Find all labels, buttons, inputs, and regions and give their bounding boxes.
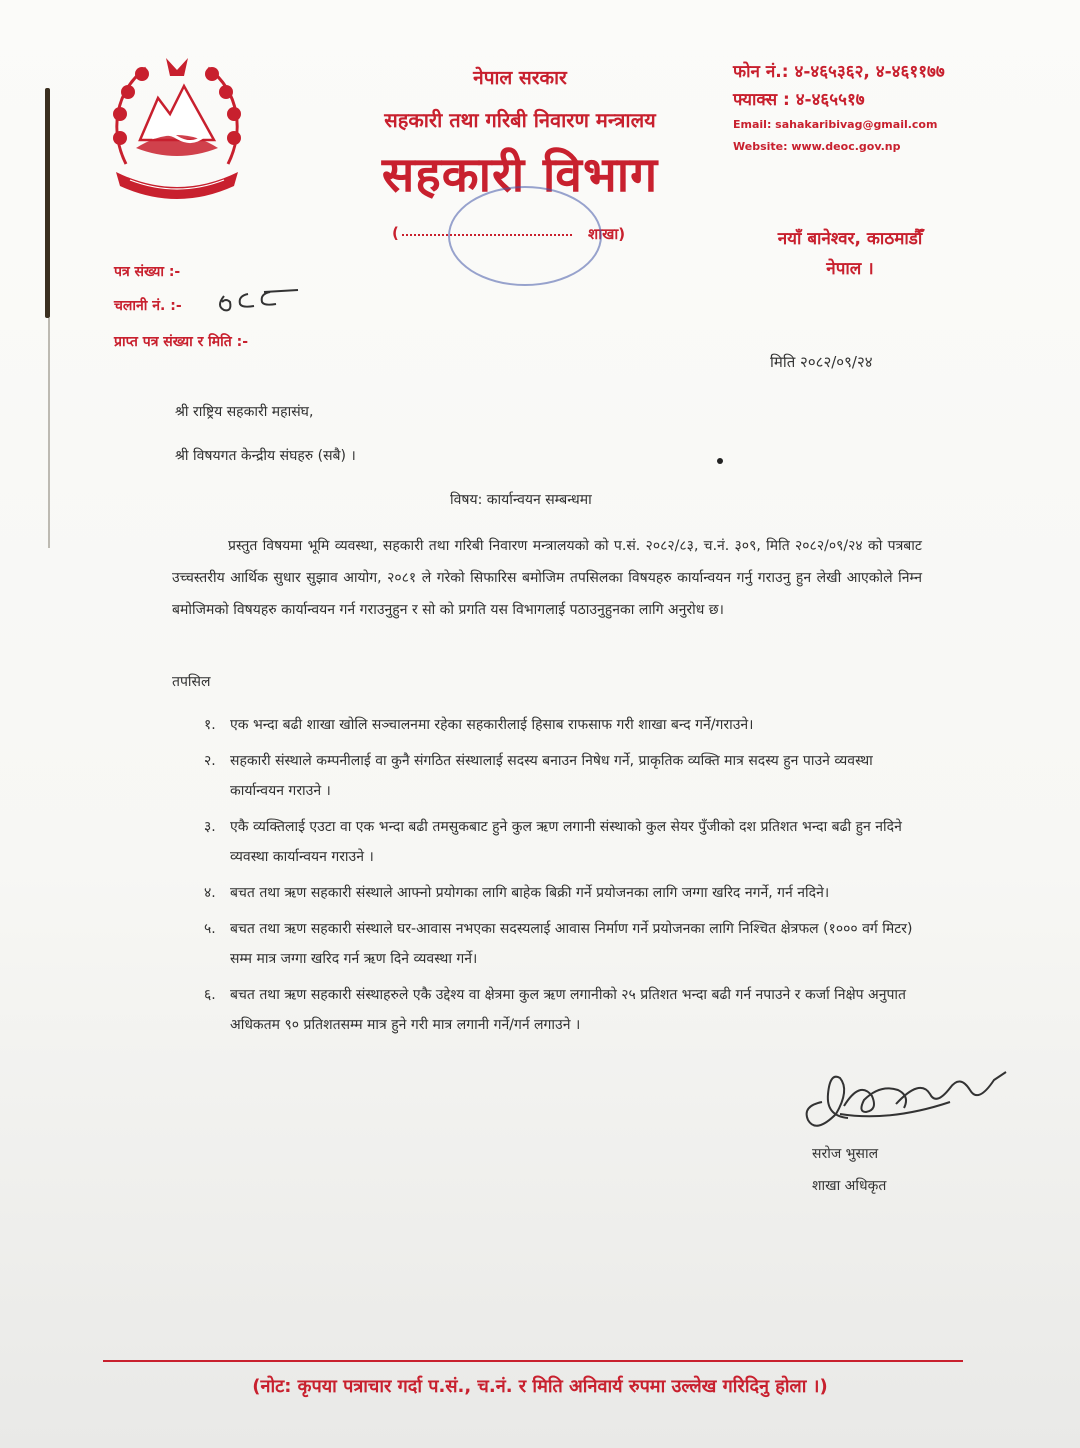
recipient-line-2: श्री विषयगत केन्द्रीय संघहरु (सबै) । — [175, 448, 356, 464]
list-item — [204, 980, 922, 1040]
letterhead — [330, 60, 710, 206]
dispatch-number-label: चलानी नं. :- — [114, 298, 182, 314]
item-number: ३. — [204, 819, 216, 835]
letter-number-label: पत्र संख्या :- — [114, 264, 181, 280]
email-address: Email: sahakaribivag@gmail.com — [733, 118, 938, 131]
website-address: Website: www.deoc.gov.np — [733, 140, 901, 153]
received-ref-label: प्राप्त पत्र संख्या र मिति :- — [114, 334, 249, 350]
binding-mark-faint — [48, 318, 50, 548]
subject-line: विषय: कार्यान्वयन सम्बन्धमा — [450, 492, 592, 508]
nepal-emblem-icon — [106, 52, 248, 202]
address-line2: नेपाल । — [826, 259, 874, 279]
signer-name: सरोज भुसाल — [812, 1146, 879, 1162]
contact-block — [733, 58, 945, 158]
fax-number: फ्याक्स : ४-४६५५१७ — [733, 90, 865, 110]
branch-label: शाखा) — [588, 225, 626, 243]
list-item — [204, 914, 922, 974]
directive-list — [204, 710, 922, 1046]
item-number: ६. — [204, 987, 216, 1003]
list-item — [204, 710, 922, 740]
footer-divider — [103, 1360, 963, 1362]
office-stamp — [448, 186, 602, 286]
list-item — [204, 878, 922, 908]
ministry-name: सहकारी तथा गरिबी निवारण मन्त्रालय — [384, 108, 656, 132]
recipient-line-1: श्री राष्ट्रिय सहकारी महासंघ, — [175, 404, 314, 420]
item-number: १. — [204, 717, 216, 733]
list-item — [204, 746, 922, 806]
government-name: नेपाल सरकार — [473, 67, 567, 89]
handwritten-signature — [800, 1050, 1015, 1140]
handwritten-dispatch-number — [214, 286, 306, 316]
ink-speck — [717, 458, 723, 464]
signer-title: शाखा अधिकृत — [812, 1178, 887, 1194]
footer-note: (नोट: कृपया पत्राचार गर्दा प.सं., च.नं. र मिति अनिवार्य रुपमा उल्लेख गरिदिनु होला ।) — [252, 1376, 828, 1397]
branch-open: ( — [392, 224, 399, 242]
signer-block — [812, 1138, 886, 1202]
item-text: एक भन्दा बढी शाखा खोलि सञ्चालनमा रहेका सहकारीलाई हिसाब राफसाफ गरी शाखा बन्द गर्ने/गराउने। — [230, 717, 754, 733]
letter-date: मिति २०८२/०९/२४ — [770, 353, 873, 371]
department-name: सहकारी विभाग — [381, 147, 659, 203]
phone-number: फोन नं.: ४-४६५३६२, ४-४६११७७ — [733, 62, 945, 82]
item-text: सहकारी संस्थाले कम्पनीलाई वा कुनै संगठित संस्थालाई सदस्य बनाउन निषेध गर्ने, प्राकृतिक व्यक्ति मात्र सदस्य हुन पाउने व्यवस्था कार्यान्वयन गराउने । — [230, 753, 873, 799]
item-text: बचत तथा ऋण सहकारी संस्थाले घर-आवास नभएका सदस्यलाई आवास निर्माण गर्ने प्रयोजनका लागि निश्चित क्षेत्रफल (१००० वर्ग मिटर) सम्म मात्र जग्गा खरिद गर्न ऋण दिने व्यवस्था गर्ने। — [230, 921, 913, 967]
item-number: २. — [204, 753, 216, 769]
body-paragraph: प्रस्तुत विषयमा भूमि व्यवस्था, सहकारी तथा गरिबी निवारण मन्त्रालयको को प.सं. २०८२/८३, च.नं. ३०९, मिति २०८२/०९/२४ को पत्रबाट उच्चस्तरीय आर्थिक सुधार सुझाव आयोग, २०८१ ले गरेको सिफारिस बमोजिम तपसिलका विषयहरु कार्यान्वयन गर्नु गराउनु हुन लेखी आएकोले निम्न बमोजिमको विषयहरु कार्यान्वयन गर्न गराउनुहुन र सो को प्रगति यस विभागलाई पठाउनुहुनका लागि अनुरोध छ। — [172, 538, 922, 618]
tapsil-heading: तपसिल — [172, 674, 211, 690]
list-item — [204, 812, 922, 872]
item-number: ४. — [204, 885, 216, 901]
binding-mark — [45, 88, 50, 318]
address-line1: नयाँ बानेश्वर, काठमाडौँ — [777, 229, 923, 249]
item-number: ५. — [204, 921, 216, 937]
item-text: बचत तथा ऋण सहकारी संस्थाले आफ्नो प्रयोगका लागि बाहेक बिक्री गर्ने प्रयोजनका लागि जग्गा खरिद नगर्ने, गर्न नदिने। — [230, 885, 830, 901]
office-address — [760, 224, 940, 284]
item-text: एकै व्यक्तिलाई एउटा वा एक भन्दा बढी तमसुकबाट हुने कुल ऋण लगानी संस्थाको कुल सेयर पुँजीको दश प्रतिशत भन्दा बढी हुन नदिने व्यवस्था कार्यान्वयन गराउने । — [230, 819, 902, 865]
item-text: बचत तथा ऋण सहकारी संस्थाहरुले एकै उद्देश्य वा क्षेत्रमा कुल ऋण लगानीको २५ प्रतिशत भन्दा बढी गर्न नपाउने र कर्जा निक्षेप अनुपात अधिकतम ९० प्रतिशतसम्म मात्र हुने गरी मात्र लगानी गर्ने/गर्न लगाउने । — [230, 987, 907, 1033]
